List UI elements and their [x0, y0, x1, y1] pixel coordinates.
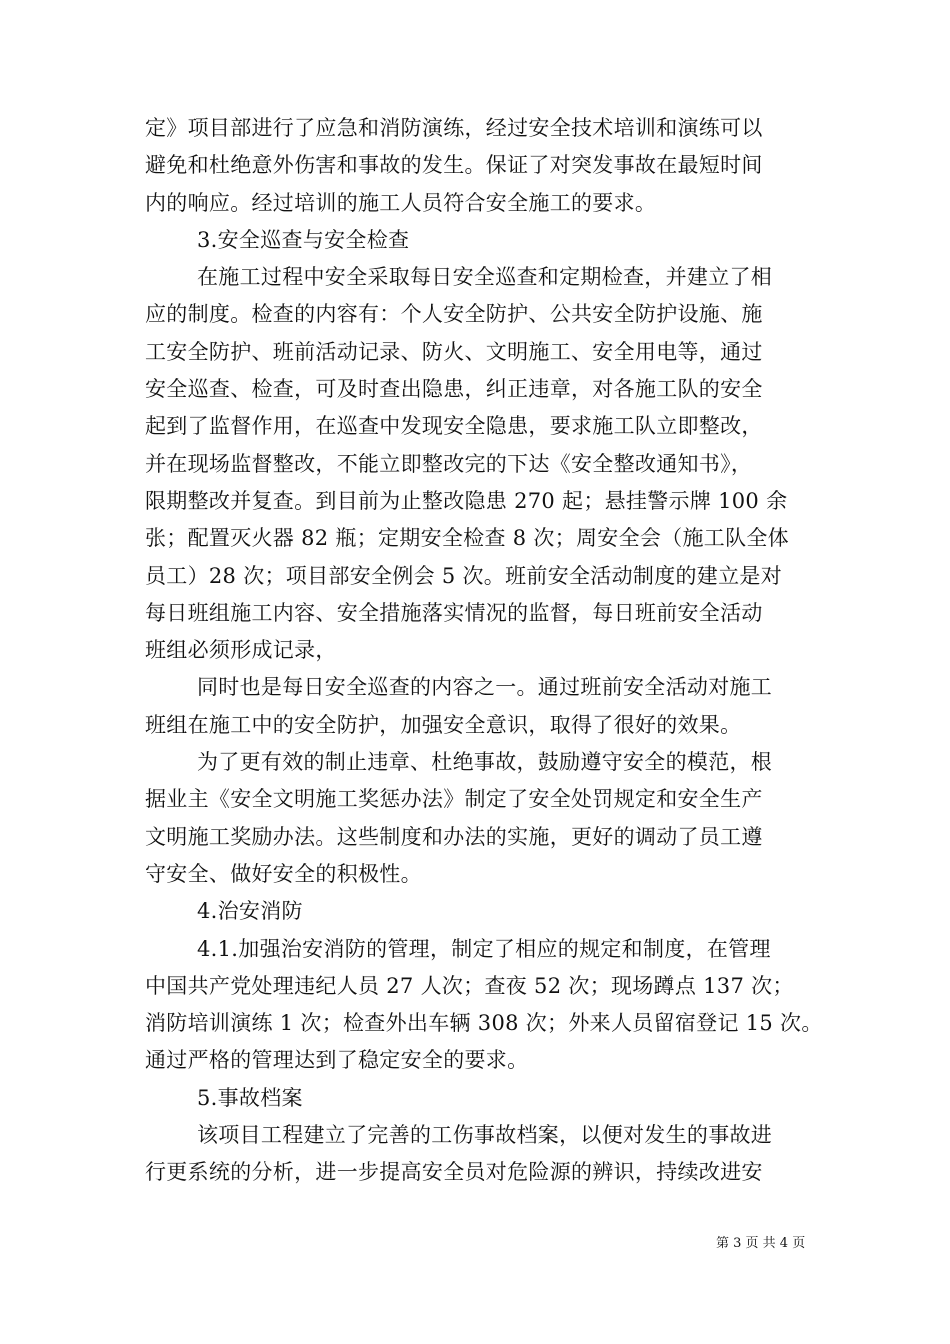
text-line: 4.1.加强治安消防的管理，制定了相应的规定和制度，在管理 — [197, 936, 771, 961]
text-line: 内的响应。经过培训的施工人员符合安全施工的要求。 — [145, 190, 657, 215]
text-line: 该项目工程建立了完善的工伤事故档案，以便对发生的事故进 — [197, 1123, 773, 1148]
section-heading: 3.安全巡查与安全检查 — [197, 227, 410, 252]
text-line: 同时也是每日安全巡查的内容之一。通过班前安全活动对施工 — [197, 675, 773, 700]
text-line: 据业主《安全文明施工奖惩办法》制定了安全处罚规定和安全生产 — [145, 787, 763, 812]
text-line: 行更系统的分析，进一步提高安全员对危险源的辨识，持续改进安 — [145, 1160, 763, 1185]
text-line: 在施工过程中安全采取每日安全巡查和定期检查，并建立了相 — [197, 265, 773, 290]
text-line: 工安全防护、班前活动记录、防火、文明施工、安全用电等，通过 — [145, 339, 763, 364]
text-line: 守安全、做好安全的积极性。 — [145, 861, 422, 886]
text-line: 每日班组施工内容、安全措施落实情况的监督，每日班前安全活动 — [145, 600, 763, 625]
section-heading: 4.治安消防 — [197, 899, 303, 924]
text-line: 张；配置灭火器 82 瓶；定期安全检查 8 次；周安全会（施工队全体 — [145, 526, 789, 551]
text-line: 定》项目部进行了应急和消防演练，经过安全技术培训和演练可以 — [145, 116, 763, 140]
text-line: 限期整改并复查。到目前为止整改隐患 270 起；悬挂警示牌 100 余 — [145, 488, 788, 513]
text-line: 通过严格的管理达到了稳定安全的要求。 — [145, 1048, 529, 1073]
text-line: 中国共产党处理违纪人员 27 人次；查夜 52 次；现场蹲点 137 次； — [145, 973, 794, 998]
text-line: 安全巡查、检查，可及时查出隐患，纠正违章，对各施工队的安全 — [145, 377, 763, 402]
text-line: 文明施工奖励办法。这些制度和办法的实施，更好的调动了员工遵 — [145, 824, 763, 849]
text-line: 员工）28 次；项目部安全例会 5 次。班前安全活动制度的建立是对 — [145, 563, 783, 588]
text-line: 班组必须形成记录， — [145, 638, 337, 663]
text-line: 为了更有效的制止违章、杜绝事故，鼓励遵守安全的模范，根 — [197, 750, 773, 775]
text-line: 班组在施工中的安全防护，加强安全意识，取得了很好的效果。 — [145, 712, 742, 737]
page-number: 第 3 页 共 4 页 — [716, 1236, 806, 1251]
text-line: 并在现场监督整改，不能立即整改完的下达《安全整改通知书》， — [145, 451, 753, 476]
section-heading: 5.事故档案 — [197, 1085, 303, 1110]
text-line: 避免和杜绝意外伤害和事故的发生。保证了对突发事故在最短时间 — [145, 153, 763, 178]
document-body — [145, 110, 823, 1192]
text-line: 应的制度。检查的内容有：个人安全防护、公共安全防护设施、施 — [145, 302, 763, 327]
text-line: 消防培训演练 1 次；检查外出车辆 308 次；外来人员留宿登记 15 次。 — [145, 1011, 823, 1036]
text-line: 起到了监督作用，在巡查中发现安全隐患，要求施工队立即整改， — [145, 414, 763, 439]
